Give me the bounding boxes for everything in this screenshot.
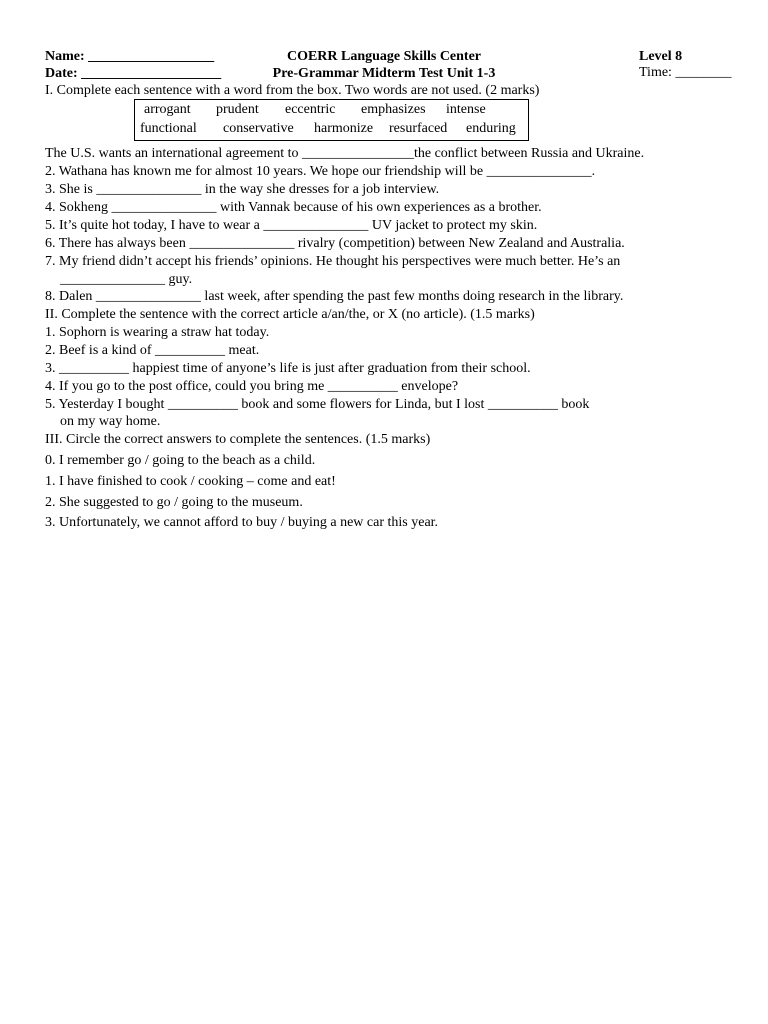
level-label: Level 8	[639, 49, 683, 64]
section3-instruction: III. Circle the correct answers to complete the sentences. (1.5 marks)	[45, 432, 431, 447]
word-box-item: harmonize	[314, 121, 374, 136]
section2-item: 5. Yesterday I bought __________ book and some flowers for Linda, but I lost __________ book	[45, 397, 590, 412]
word-box	[134, 99, 529, 141]
word-box-item: intense	[446, 102, 486, 117]
section1-item-continuation: _______________ guy.	[60, 272, 193, 287]
section1-instruction: I. Complete each sentence with a word from the box. Two words are not used. (2 marks)	[45, 83, 540, 98]
word-box-item: resurfaced	[389, 121, 448, 136]
section3-item: 0. I remember go / going to the beach as a child.	[45, 453, 316, 468]
time-label: Time: ________	[639, 65, 732, 80]
section1-item: 3. She is _______________ in the way she dresses for a job interview.	[45, 182, 440, 197]
section2-item: 2. Beef is a kind of __________ meat.	[45, 343, 260, 358]
section2-instruction: II. Complete the sentence with the correct article a/an/the, or X (no article). (1.5 marks)	[45, 307, 535, 322]
word-box-item: emphasizes	[361, 102, 426, 117]
section1-item: 5. It’s quite hot today, I have to wear a _______________ UV jacket to protect my skin.	[45, 218, 538, 233]
word-box-item: enduring	[466, 121, 516, 136]
section3-item: 2. She suggested to go / going to the museum.	[45, 495, 303, 510]
section1-item: 2. Wathana has known me for almost 10 years. We hope our friendship will be _______________.	[45, 164, 596, 179]
section1-item: 8. Dalen _______________ last week, after spending the past few months doing research in the library.	[45, 289, 624, 304]
date-label: Date: ____________________	[45, 66, 222, 81]
section2-item-continuation: on my way home.	[60, 414, 161, 429]
section2-item: 4. If you go to the post office, could you bring me __________ envelope?	[45, 379, 459, 394]
section2-item: 1. Sophorn is wearing a straw hat today.	[45, 325, 270, 340]
test-subtitle: Pre-Grammar Midterm Test Unit 1-3	[272, 66, 496, 81]
word-box-item: conservative	[223, 121, 294, 136]
word-box-item: functional	[140, 121, 197, 136]
section1-item: The U.S. wants an international agreement to ________________the conflict between Russia and Ukraine.	[45, 146, 645, 161]
section3-item: 1. I have finished to cook / cooking – come and eat!	[45, 474, 336, 489]
name-label: Name: __________________	[45, 49, 215, 64]
word-box-item: eccentric	[285, 102, 336, 117]
section1-item: 6. There has always been _______________ rivalry (competition) between New Zealand and Australia.	[45, 236, 625, 251]
section3-item: 3. Unfortunately, we cannot afford to buy / buying a new car this year.	[45, 515, 439, 530]
word-box-item: prudent	[216, 102, 259, 117]
section2-item: 3. __________ happiest time of anyone’s life is just after graduation from their school.	[45, 361, 531, 376]
word-box-item: arrogant	[144, 102, 191, 117]
section1-item: 7. My friend didn’t accept his friends’ opinions. He thought his perspectives were much better. He’s an	[45, 254, 621, 269]
section1-item: 4. Sokheng _______________ with Vannak because of his own experiences as a brother.	[45, 200, 542, 215]
center-title: COERR Language Skills Center	[286, 49, 482, 64]
